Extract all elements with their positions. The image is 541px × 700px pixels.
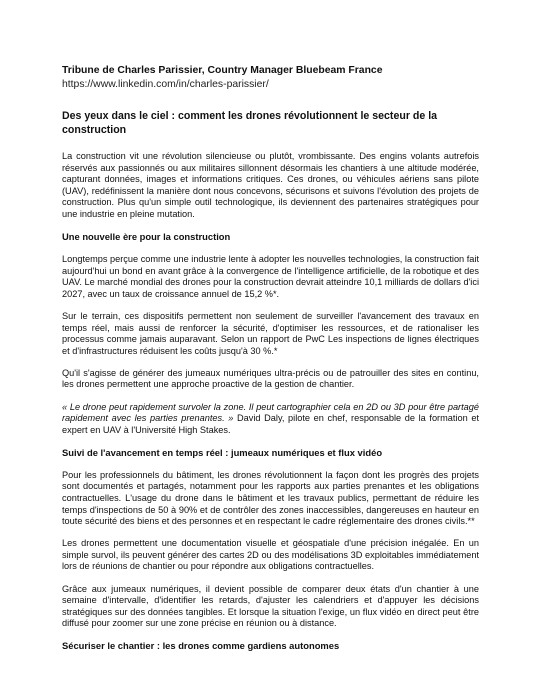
quote-text: « Le drone peut rapidement survoler la zone. Il peut cartographier cela en 2D ou 3D pour être partagé rapidement avec les parties prenantes. » [62,401,479,424]
intro-paragraph: La construction vit une révolution silencieuse ou plutôt, vrombissante. Des engins volants autrefois réservés aux passionnés ou aux militaires sillonnent désormais les chantiers à une altitude modérée, capturant données, images et informations critiques. Ces drones, ou véhicules aériens sans pilote (UAV), redéfinissent la manière dont nous concevons, sécurisons et suivons l'évolution des projets de construction. Plus qu'un simple outil technologique, ils deviennent des partenaires stratégiques pour une industrie en pleine mutation. [62,151,479,219]
article-title: Des yeux dans le ciel : comment les drones révolutionnent le secteur de la construction [62,110,438,136]
quote-paragraph [62,402,479,437]
paragraph: Qu'il s'agisse de générer des jumeaux numériques ultra-précis ou de patrouiller des sites en continu, les drones permettent une approche proactive de la gestion de chantier. [62,367,479,390]
quote-attribution: David Daly, pilote en chef, responsable de la formation et expert en UAV à l'Université High Stakes. [62,413,479,435]
section-heading-new-era: Une nouvelle ère pour la construction [62,231,231,243]
section-heading-site-security: Sécuriser le chantier : les drones comme gardiens autonomes [62,640,340,652]
paragraph: Longtemps perçue comme une industrie lente à adopter les nouvelles technologies, la construction fait aujourd'hui un bond en avant grâce à la convergence de l'intelligence artificielle, de la robotique et des UAV. Le marché mondial des drones pour la construction devrait atteindre 10,1 milliards de dollars d'ici 2027, avec un taux de croissance annuel de 15,2 %*. [62,254,479,299]
section-heading-progress-tracking: Suivi de l'avancement en temps réel : jumeaux numériques et flux vidéo [62,446,383,458]
author-url[interactable]: https://www.linkedin.com/in/charles-parissier/ [62,79,269,90]
byline [62,64,479,92]
paragraph: Les drones permettent une documentation visuelle et géospatiale d'une précision inégalée. En un simple survol, ils peuvent générer des cartes 2D ou des modélisations 3D exploitables immédiatement lors de réunions de chantier ou pour répondre aux obligations contractuelles. [62,538,479,572]
paragraph: Sur le terrain, ces dispositifs permettent non seulement de surveiller l'avancement des travaux en temps réel, mais aussi de renforcer la sécurité, d'optimiser les ressources, et de rationaliser les processus comme jamais auparavant. Selon un rapport de PwC Les inspections de lignes électriques et d'infrastructures réduisent les coûts jusqu'à 30 %.* [62,310,479,356]
paragraph: Grâce aux jumeaux numériques, il devient possible de comparer deux états d'un chantier à une semaine d'intervalle, d'identifier les retards, d'ajuster les calendriers et d'appuyer les décisions stratégiques sur des données tangibles. Et lorsque la situation l'exige, un flux vidéo en direct peut être diffusé pour zoomer sur une zone précise en réunion ou à distance. [62,583,479,629]
paragraph: Pour les professionnels du bâtiment, les drones révolutionnent la façon dont les progrès des projets sont documentés et partagés, notamment pour les rapports aux parties prenantes et les obligations contractuelles. L'usage du drone dans le bâtiment et les travaux publics, permettant de réduire les temps d'inspections de 50 à 90% et de contrôler des zones inaccessibles, dangereuses en hauteur en toute sécurité des biens et des personnes et en respectant le cadre réglementaire des drones civils.** [62,469,479,527]
author-line: Tribune de Charles Parissier, Country Manager Bluebeam France [62,65,383,76]
